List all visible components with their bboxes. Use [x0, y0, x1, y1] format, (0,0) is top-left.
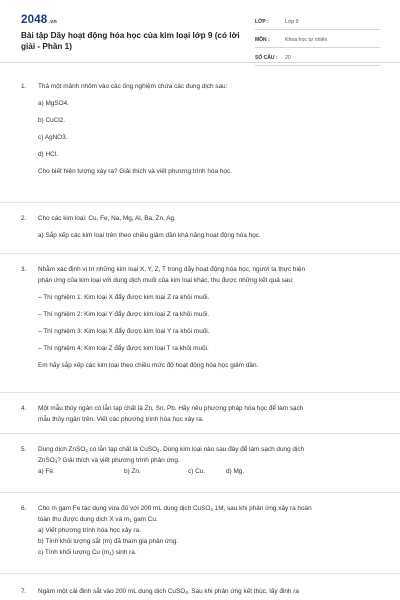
page-header — [0, 0, 400, 63]
meta-value: Khoa học tự nhiên — [285, 36, 328, 43]
question-7 — [0, 574, 400, 600]
text-segment: Cho m gam Fe tác dụng vừa đủ với 200 mL dung dịch CuSO — [38, 505, 211, 512]
choice-a: a) Fe. — [38, 468, 55, 475]
question-5 — [0, 434, 400, 493]
question-line-2 — [38, 514, 372, 525]
meta-row-subject — [255, 32, 380, 48]
text-segment: . Sau khi phản ứng kết thúc, lấy đinh ra — [187, 588, 299, 595]
question-3 — [0, 254, 400, 393]
text-segment: Ngâm một cái đinh sắt vào 200 mL dung dịch CuSO — [38, 588, 186, 595]
logo-suffix: .vn — [48, 19, 57, 25]
choice-d: d) Mg. — [226, 468, 245, 475]
text-segment: 1M, sau khi phản ứng xảy ra hoàn — [212, 505, 312, 512]
subscript: 1 — [129, 518, 132, 523]
question-line-1: Một mẫu thủy ngân có lẫn tạp chất là Zn, Sn, Pb. Hãy nêu phương pháp hóa học để làm sạch — [38, 405, 304, 412]
question-number: 4. — [21, 405, 27, 412]
experiment-2: – Thí nghiệm 2: Kim loại Y đẩy được kim loại Z ra khỏi muối. — [38, 311, 210, 318]
question-number: 6. — [21, 505, 27, 512]
option-b: b) CuCl2. — [38, 117, 65, 124]
choice-c: c) Cu. — [188, 468, 206, 475]
subscript: 4 — [85, 448, 88, 453]
meta-value: Lớp 9 — [285, 18, 299, 25]
text-segment: gam Cu. — [131, 516, 158, 523]
question-1 — [0, 72, 400, 203]
text-segment: Dung dịch ZnSO — [38, 446, 86, 453]
site-logo[interactable] — [21, 14, 57, 26]
option-c: c) AgNO3. — [38, 134, 68, 141]
question-line-2: mẫu thủy ngân trên. Viết các phương trình hóa học xảy ra. — [38, 416, 204, 423]
question-number: 3. — [21, 266, 27, 273]
subscript: 4 — [210, 507, 213, 512]
meta-panel — [255, 14, 380, 68]
question-line-2 — [38, 455, 372, 466]
text-segment: c) Tính khối lượng Cu (m — [38, 549, 110, 556]
question-stem: Thả một mảnh nhôm vào các ống nghiệm chứa các dung dịch sau: — [38, 83, 228, 90]
meta-key: SỐ CÂU : — [255, 54, 278, 61]
subscript: 4 — [185, 590, 188, 595]
meta-value: 20 — [285, 54, 291, 61]
question-list — [0, 72, 400, 600]
text-segment: có lẫn tạp chất là CuSO — [87, 446, 158, 453]
experiment-4: – Thí nghiệm 4: Kim loại Z đẩy được kim loại T ra khỏi muối. — [38, 345, 209, 352]
meta-key: LỚP : — [255, 18, 269, 25]
experiment-1: – Thí nghiệm 1: Kim loại X đẩy được kim loại Z ra khỏi muối. — [38, 294, 210, 301]
meta-row-count — [255, 50, 380, 66]
question-stem: Cho các kim loại: Cu, Fe, Na, Mg, Al, Ba, Zn, Ag. — [38, 215, 176, 222]
document-title: Bài tập Dãy hoạt động hóa học của kim loại lớp 9 (có lời giải - Phần 1) — [21, 31, 240, 51]
question-tail: Em hãy sắp xếp các kim loại theo chiều mức độ hoạt động hóa học giảm dần. — [38, 362, 259, 369]
question-stem-line-2: phản ứng của kim loại với dung dịch muối của kim loại khác, thu được những kết quả sau: — [38, 277, 294, 284]
question-line-1 — [38, 444, 372, 455]
question-2 — [0, 203, 400, 254]
question-part-a: a) Viết phương trình hóa học xảy ra. — [38, 527, 141, 534]
text-segment: ? Giải thích và viết phương trình phản ứng. — [57, 457, 180, 464]
experiment-3: – Thí nghiệm 3: Kim loại X đẩy được kim loại Y ra khỏi muối. — [38, 328, 210, 335]
question-stem-line-1: Nhằm xác định vị trí những kim loại X, Y, Z, T trong dãy hoạt động hóa học, người ta thực hiện — [38, 266, 306, 273]
question-number: 1. — [21, 83, 27, 90]
logo-text: 2048 — [21, 14, 48, 26]
option-d: d) HCl. — [38, 151, 58, 158]
question-number: 2. — [21, 215, 27, 222]
text-segment: toàn thu được dung dịch X và m — [38, 516, 130, 523]
question-line-1 — [38, 503, 372, 514]
subscript: 4 — [54, 459, 58, 464]
question-line-1 — [38, 586, 372, 597]
text-segment: ) sinh ra. — [111, 549, 137, 556]
question-number: 5. — [21, 446, 27, 453]
question-number: 7. — [21, 588, 27, 595]
question-4 — [0, 393, 400, 434]
subscript: 4 — [157, 448, 160, 453]
meta-key: MÔN : — [255, 36, 270, 43]
question-tail: Cho biết hiện tượng xảy ra? Giải thích và viết phương trình hóa học. — [38, 168, 232, 175]
answer-choices — [38, 466, 372, 477]
meta-row-class — [255, 14, 380, 30]
choice-b: b) Zn. — [124, 468, 141, 475]
question-part-a: a) Sắp xếp các kim loại trên theo chiều giảm dần khả năng hoạt động hóa học. — [38, 232, 261, 239]
text-segment: . Dùng kim loại nào sau đây để làm sạch dung dịch — [159, 446, 305, 453]
question-6 — [0, 493, 400, 574]
question-part-c — [38, 547, 372, 558]
subscript: 1 — [109, 551, 112, 556]
text-segment: ZnSO — [38, 457, 55, 464]
question-part-b: b) Tính khối lượng sắt (m) đã tham gia phản ứng. — [38, 538, 179, 545]
option-a: a) MgSO4. — [38, 100, 69, 107]
